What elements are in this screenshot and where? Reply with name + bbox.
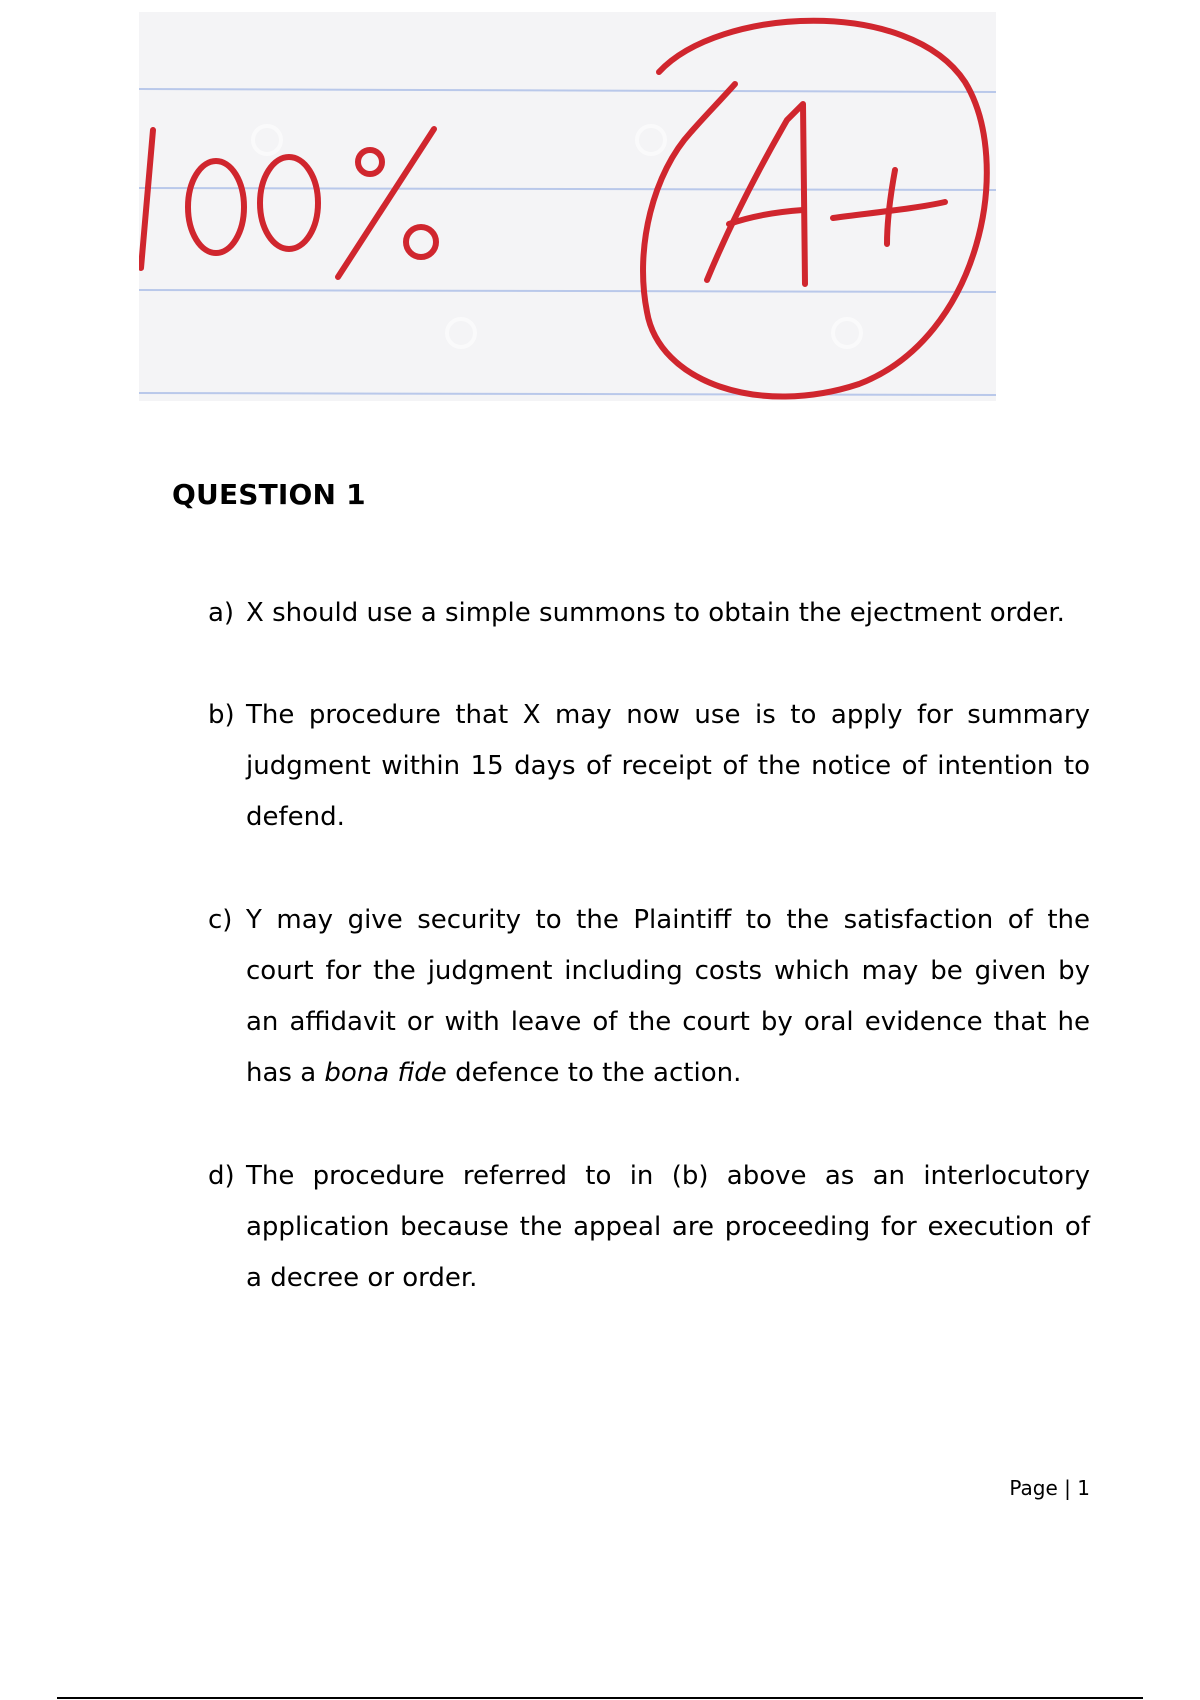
question-title: QUESTION 1: [172, 478, 366, 511]
answer-text-b: The procedure that X may now use is to apply for summary judgment within 15 days of receipt of the notice of intention to defend.: [246, 700, 1090, 832]
graded-paper-illustration: [139, 12, 996, 401]
answer-marker-d: d): [208, 1161, 235, 1191]
answer-marker-b: b): [208, 700, 235, 730]
answer-text-c: [246, 895, 1090, 1099]
paper-background: [139, 12, 996, 401]
footer-divider: [57, 1697, 1143, 1699]
answer-a: [208, 588, 1090, 639]
answer-b: [208, 690, 1090, 843]
page-number: Page | 1: [1009, 1476, 1090, 1500]
answer-text-d: The procedure referred to in (b) above as an interlocutory application because the appeal are proceeding for execution of a decree or order.: [246, 1161, 1090, 1293]
answer-marker-c: c): [208, 905, 233, 935]
answer-text-c-part-2: defence to the action.: [446, 1058, 742, 1088]
answer-c: [208, 895, 1090, 1099]
graded-paper-image: [139, 12, 996, 401]
answer-text-a: X should use a simple summons to obtain the ejectment order.: [246, 598, 1065, 628]
answer-text-c-italic: bona fide: [324, 1058, 447, 1088]
answer-d: [208, 1151, 1090, 1304]
answer-text-c-part-1: Y may give security to the Plaintiff to the satisfaction of the court for the judgment including costs which may be given by an affidavit or with leave of the court by oral evidence that he has a: [246, 905, 1090, 1088]
answer-marker-a: a): [208, 598, 235, 628]
